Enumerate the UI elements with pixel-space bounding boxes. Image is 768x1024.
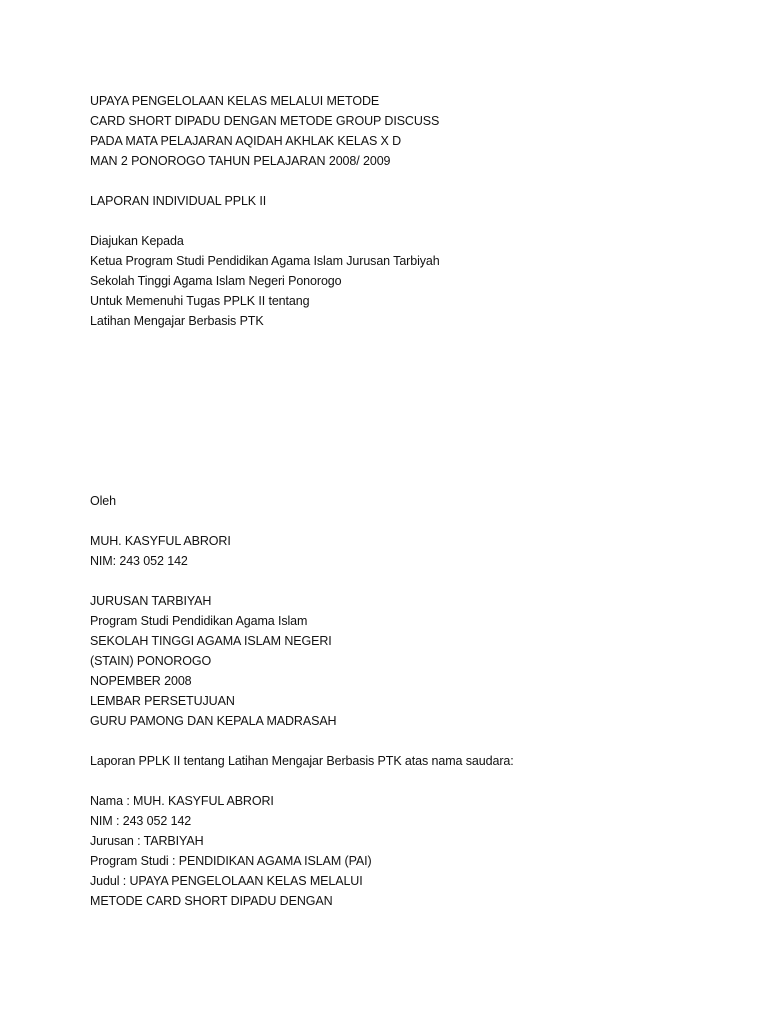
submission-line: Untuk Memenuhi Tugas PPLK II tentang xyxy=(90,294,310,308)
title-line: CARD SHORT DIPADU DENGAN METODE GROUP DISCUSS xyxy=(90,114,440,128)
submission-block xyxy=(90,231,730,331)
author-nim: NIM: 243 052 142 xyxy=(90,554,188,568)
title-line: PADA MATA PELAJARAN AQIDAH AKHLAK KELAS X D xyxy=(90,134,402,148)
detail-line: Nama : MUH. KASYFUL ABRORI xyxy=(90,794,274,808)
spacer xyxy=(90,511,730,531)
report-type: LAPORAN INDIVIDUAL PPLK II xyxy=(90,194,267,208)
document-page xyxy=(90,91,730,911)
submission-line: Latihan Mengajar Berbasis PTK xyxy=(90,314,264,328)
detail-line: Jurusan : TARBIYAH xyxy=(90,834,204,848)
institution-line: GURU PAMONG DAN KEPALA MADRASAH xyxy=(90,714,337,728)
institution-line: JURUSAN TARBIYAH xyxy=(90,594,212,608)
title-line: UPAYA PENGELOLAAN KELAS MELALUI METODE xyxy=(90,94,380,108)
detail-line: METODE CARD SHORT DIPADU DENGAN xyxy=(90,894,333,908)
detail-line: Judul : UPAYA PENGELOLAAN KELAS MELALUI xyxy=(90,874,363,888)
submission-line: Sekolah Tinggi Agama Islam Negeri Ponorogo xyxy=(90,274,342,288)
institution-block xyxy=(90,591,730,731)
spacer xyxy=(90,171,730,191)
author-name: MUH. KASYFUL ABRORI xyxy=(90,534,231,548)
institution-line: LEMBAR PERSETUJUAN xyxy=(90,694,235,708)
detail-line: Program Studi : PENDIDIKAN AGAMA ISLAM (PAI) xyxy=(90,854,372,868)
title-line: MAN 2 PONOROGO TAHUN PELAJARAN 2008/ 2009 xyxy=(90,154,391,168)
institution-line: (STAIN) PONOROGO xyxy=(90,654,212,668)
approval-intro: Laporan PPLK II tentang Latihan Mengajar Berbasis PTK atas nama saudara: xyxy=(90,754,514,768)
detail-line: NIM : 243 052 142 xyxy=(90,814,192,828)
details-block xyxy=(90,791,730,911)
spacer xyxy=(90,571,730,591)
institution-line: SEKOLAH TINGGI AGAMA ISLAM NEGERI xyxy=(90,634,332,648)
by-label: Oleh xyxy=(90,494,117,508)
spacer xyxy=(90,771,730,791)
institution-line: NOPEMBER 2008 xyxy=(90,674,192,688)
spacer xyxy=(90,331,730,491)
submission-line: Diajukan Kepada xyxy=(90,234,184,248)
institution-line: Program Studi Pendidikan Agama Islam xyxy=(90,614,308,628)
spacer xyxy=(90,731,730,751)
author-block xyxy=(90,531,730,571)
spacer xyxy=(90,211,730,231)
title-block xyxy=(90,91,730,171)
submission-line: Ketua Program Studi Pendidikan Agama Islam Jurusan Tarbiyah xyxy=(90,254,440,268)
